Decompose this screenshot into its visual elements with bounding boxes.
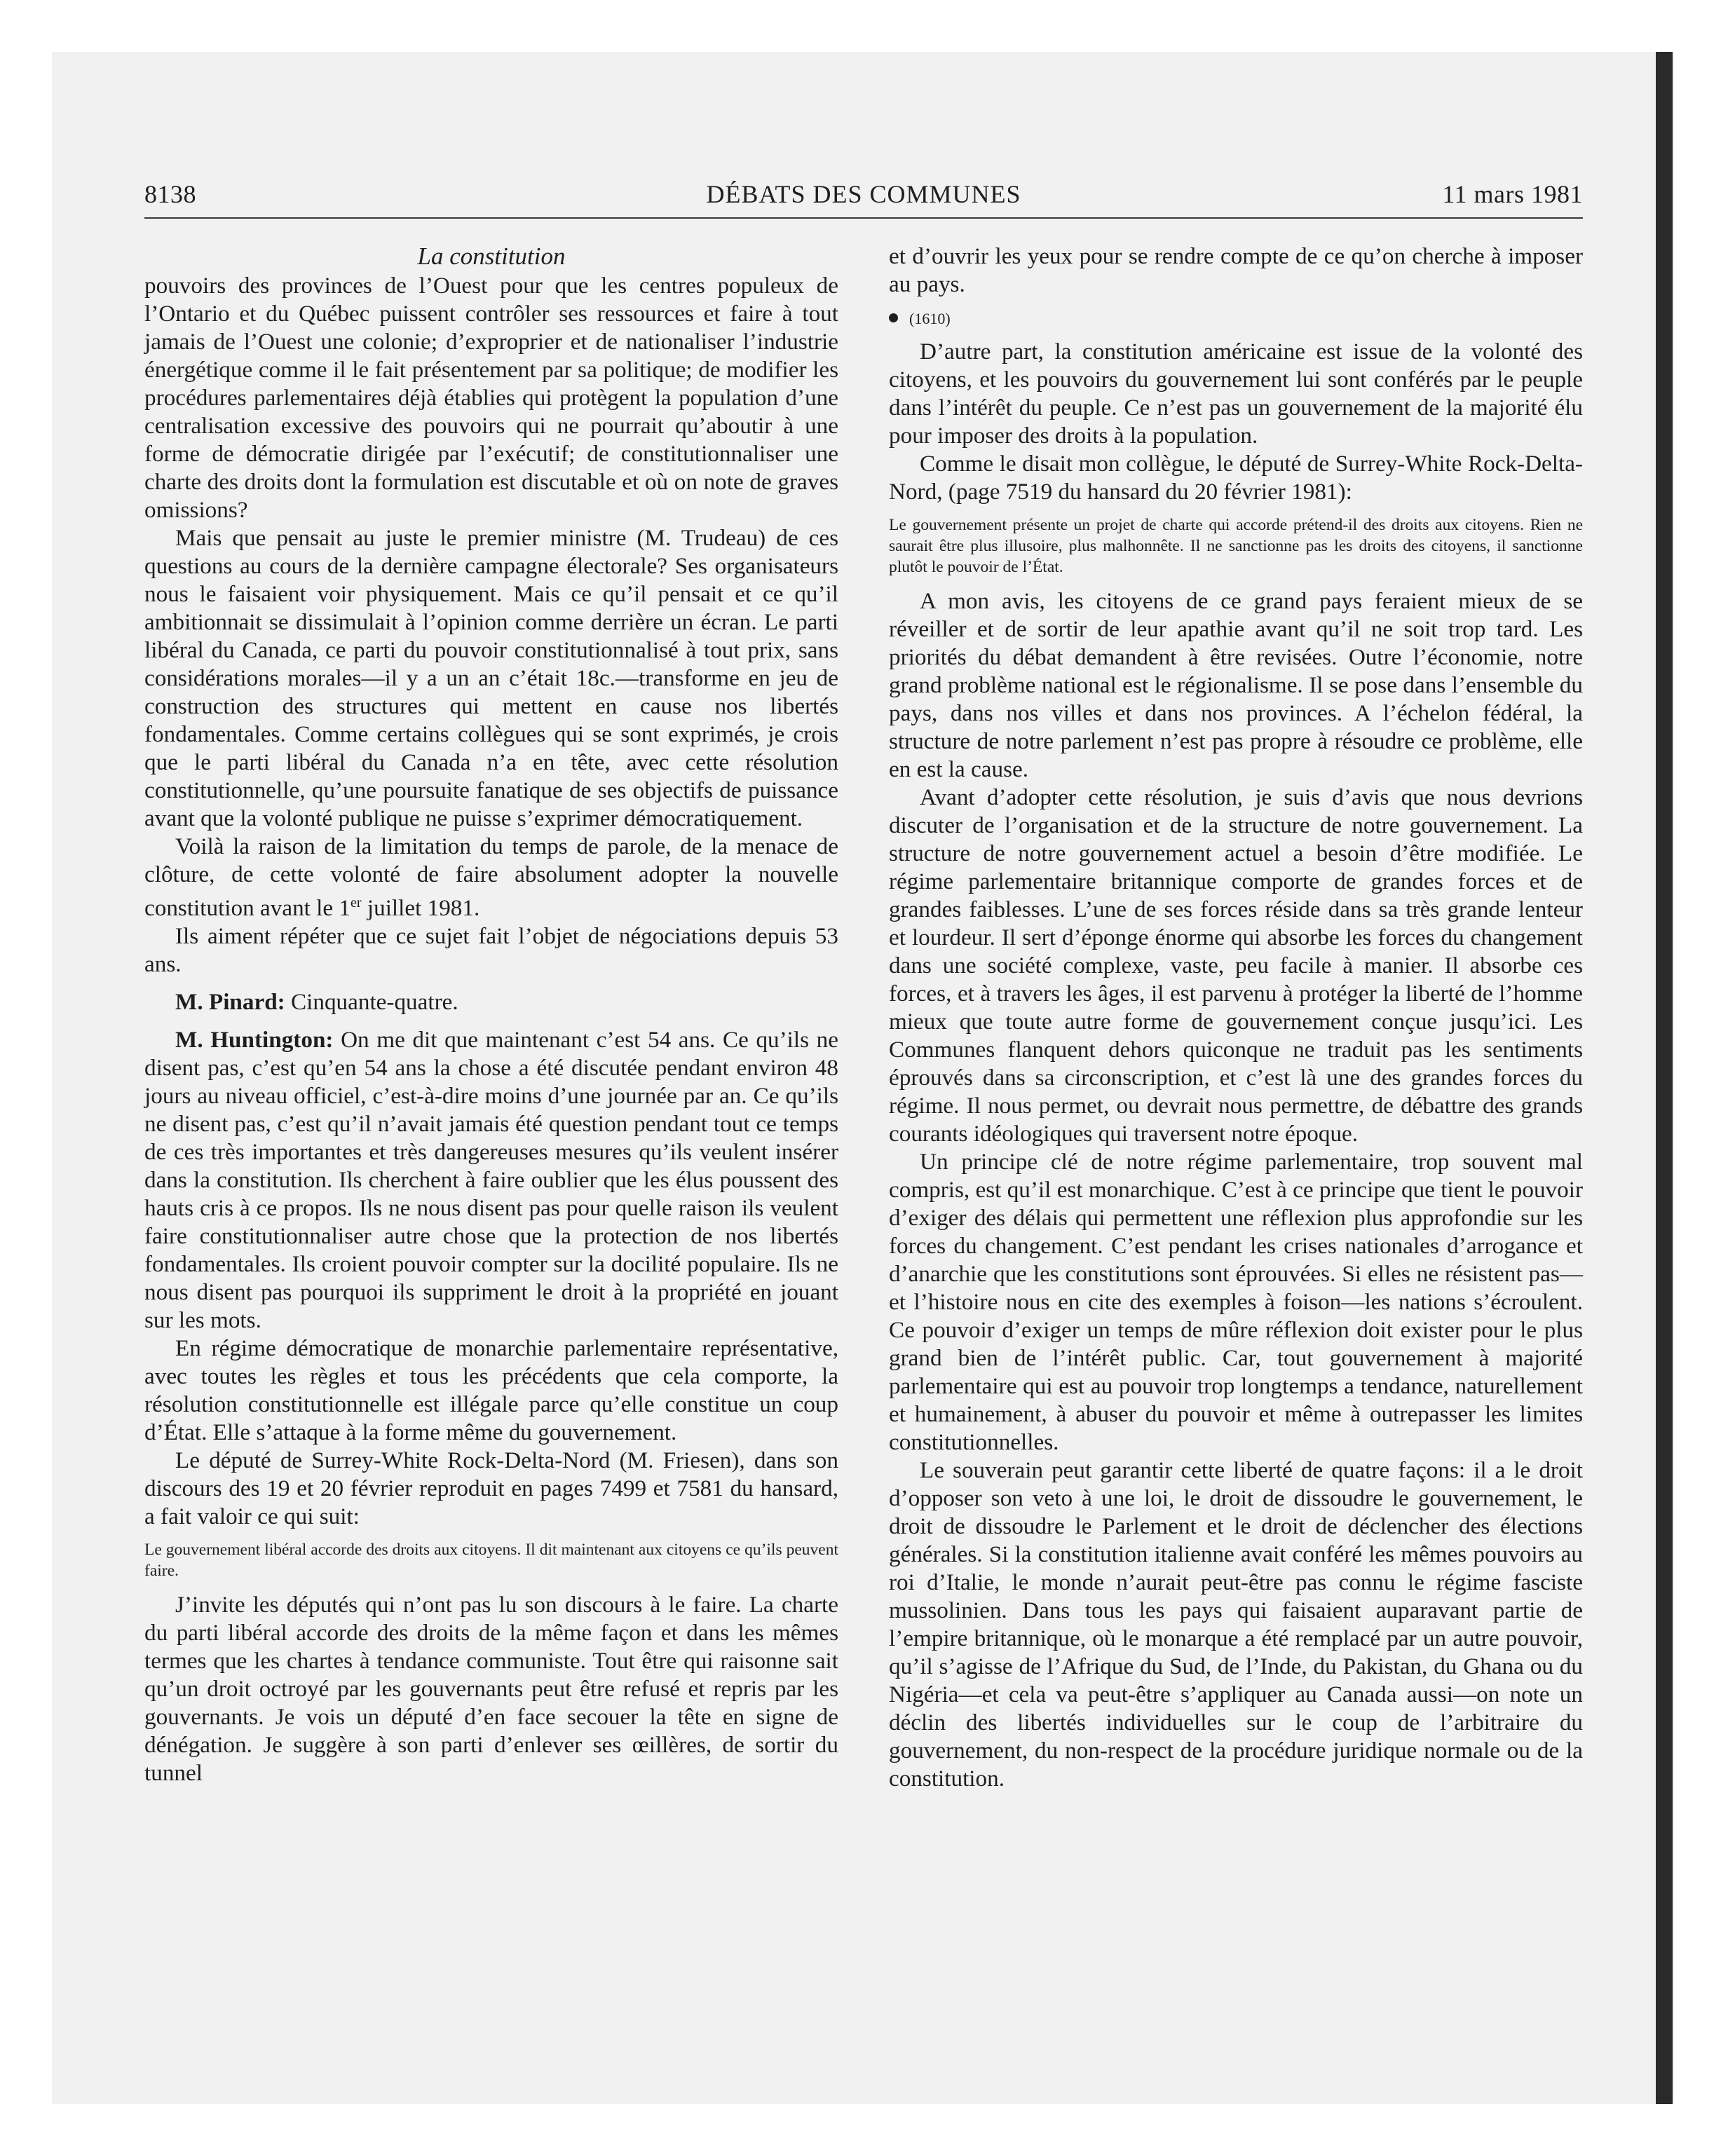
paragraph: Avant d’adopter cette résolution, je suis d’avis que nous devrions discuter de l’organisation et de la structure de notre gouvernement. La structure de notre gouvernement actuel a besoin d’être modifiée. Le régime parlementaire britannique comporte de grandes forces et de grandes faiblesses. L’une de ses forces réside dans sa très grande lenteur et lourdeur. Il sert d’éponge énorme qui absorbe les forces du changement dans une société complexe, vaste, peu facile à manier. Il absorbe ces forces, et à travers les âges, il est parvenu à protéger la liberté de l’homme mieux que toute autre forme de gouvernement conçue jusqu’ici. Les Communes flanquent dehors quiconque ne traduit pas les sentiments éprouvés dans sa circonscription, et c’est là une des grandes forces du régime. Il nous permet, ou devrait nous permettre, de débattre des grands courants idéologiques qui traversent notre époque.: [889, 784, 1583, 1147]
paragraph: Le député de Surrey-White Rock-Delta-Nord (M. Friesen), dans son discours des 19 et 20 février reproduit en pages 7499 et 7581 du hansard, a fait valoir ce qui suit:: [144, 1447, 838, 1530]
paragraph: Mais que pensait au juste le premier ministre (M. Trudeau) de ces questions au cours de la dernière campagne électorale? Ses organisateurs nous le faisaient voir physiquement. Mais ce qu’il pensait et ce qu’il ambitionnait se dissimulait à l’opinion comme derrière un écran. Le parti libéral du Canada, ce parti du pouvoir constitutionnalisé à tout prix, sans considérations morales—il y a un an c’était 18c.—transforme en jeu de construction des structures qui mettent en cause nos libertés fondamentales. Comme certains collègues qui se sont exprimés, je crois que le parti libéral du Canada n’a en tête, avec cette résolution constitutionnelle, qu’une poursuite fanatique de ses objectifs de puissance avant que la volonté publique ne puisse s’exprimer démocratiquement.: [144, 525, 838, 831]
text-columns: [144, 243, 1583, 1793]
header-rule: [144, 217, 1583, 219]
paragraph: Ils aiment répéter que ce sujet fait l’objet de négociations depuis 53 ans.: [144, 923, 838, 978]
bullet-icon: [889, 313, 898, 322]
paragraph: et d’ouvrir les yeux pour se rendre compte de ce qu’on cherche à imposer au pays.: [889, 243, 1583, 297]
section-rubric: La constitution: [417, 243, 566, 270]
running-head: [144, 179, 1583, 214]
paragraph: J’invite les députés qui n’ont pas lu son discours à le faire. La charte du parti libéral accorde des droits de la même façon et dans les mêmes termes que les chartes à tendance communiste. Tout être qui raisonne sait qu’un droit octroyé par les gouvernants peut être refusé et repris par les gouvernants. Je vois un député d’en face secouer la tête en signe de dénégation. Je suggère à son parti d’enlever ses œillères, de sortir du tunnel: [144, 1592, 838, 1787]
publication-title: DÉBATS DES COMMUNES: [706, 180, 1021, 208]
paragraph-text: juillet 1981.: [361, 895, 480, 922]
paragraph: [144, 833, 838, 922]
paragraph: pouvoirs des provinces de l’Ouest pour que les centres populeux de l’Ontario et du Québec puissent contrôler ses ressources et faire à tout jamais de l’Ouest une colonie; d’exproprier et de nationaliser l’industrie énergétique comme il le fait présentement par sa politique; de modifier les procédures parlementaires déjà établies qui protègent la population d’une centralisation excessive des pouvoirs qui ne pourrait qu’aboutir à une forme de démocratie dirigée par l’exécutif; de constitutionnaliser une charte des droits dont la formulation est discutable et où on note de graves omissions?: [144, 273, 838, 523]
left-column: [144, 243, 838, 1793]
speech-huntington: [144, 1026, 838, 1335]
block-quote: Le gouvernement présente un projet de charte qui accorde prétend-il des droits aux citoyens. Rien ne saurait être plus illusoire, plus malhonnête. Il ne sanctionne pas les droits des citoyens, il sanctionne plutôt le pouvoir de l’État.: [889, 516, 1583, 576]
speaker-name: M. Pinard:: [175, 989, 285, 1016]
hansard-page: [144, 179, 1583, 1793]
time-marker-text: (1610): [909, 310, 951, 327]
paragraph: D’autre part, la constitution américaine est issue de la volonté des citoyens, et les pouvoirs du gouvernement lui sont conférés par le peuple dans l’intérêt du peuple. Ce n’est pas un gouvernement de la majorité élu pour imposer des droits à la population.: [889, 339, 1583, 449]
speech-text: On me dit que maintenant c’est 54 ans. Ce qu’ils ne disent pas, c’est qu’en 54 ans la chose a été discutée pendant environ 48 jours au niveau officiel, c’est-à-dire moins d’une journée par an. Ce qu’ils ne disent pas, c’est qu’il n’avait jamais été question pendant tout ce temps de ces très importantes et très dangereuses mesures qu’ils veulent insérer dans la constitution. Ils cherchent à faire oublier que les élus poussent des hauts cris à ce propos. Ils ne nous disent pas pour quelle raison ils veulent faire constitutionnaliser autre chose que la protection de nos libertés fondamentales. Ils croient pouvoir compter sur la docilité populaire. Ils ne nous disent pas pourquoi ils suppriment le droit à la propriété en jouant sur les mots.: [144, 1027, 838, 1334]
speech-text: Cinquante-quatre.: [285, 989, 458, 1016]
paragraph-text: Voilà la raison de la limitation du temps de parole, de la menace de clôture, de cette volonté de faire absolument adopter la nouvelle constitution avant le 1: [144, 833, 838, 922]
paragraph: A mon avis, les citoyens de ce grand pays feraient mieux de se réveiller et de sortir de leur apathie avant qu’il ne soit trop tard. Les priorités du débat demandent à être revisées. Outre l’économie, notre grand problème national est le régionalisme. Il se pose dans l’ensemble du pays, dans nos villes et dans nos provinces. A l’échelon fédéral, la structure de notre parlement n’est pas propre à résoudre ce problème, elle en est la cause.: [889, 588, 1583, 782]
superscript: er: [351, 895, 362, 910]
issue-date: 11 mars 1981: [1442, 180, 1583, 208]
paragraph: Le souverain peut garantir cette liberté de quatre façons: il a le droit d’opposer son veto à une loi, le droit de dissoudre le gouvernement, le droit de dissoudre le Parlement et le droit de déclencher des élections générales. Si la constitution italienne avait conféré les mêmes pouvoirs au roi d’Italie, le monde n’aurait peut-être pas connu le régime fasciste mussolinien. Dans tous les pays qui faisaient auparavant partie de l’empire britannique, où le monarque a été remplacé par un autre pouvoir, qu’il s’agisse de l’Afrique du Sud, de l’Inde, du Pakistan, du Ghana ou du Nigéria—et cela va peut-être s’appliquer au Canada aussi—on note un déclin des libertés individuelles sur le coup de l’arbitraire du gouvernement, du non-respect de la procédure juridique normale ou de la constitution.: [889, 1457, 1583, 1792]
paragraph: Comme le disait mon collègue, le député de Surrey-White Rock-Delta-Nord, (page 7519 du hansard du 20 février 1981):: [889, 451, 1583, 505]
time-marker: [889, 308, 1583, 329]
page-number: 8138: [144, 180, 196, 208]
speech-pinard: [144, 988, 838, 1016]
right-column: [889, 243, 1583, 1793]
block-quote: Le gouvernement libéral accorde des droits aux citoyens. Il dit maintenant aux citoyens ce qu’ils peuvent faire.: [144, 1541, 838, 1581]
scan-edge-strip: [1656, 52, 1673, 2104]
speaker-name: M. Huntington:: [175, 1027, 334, 1053]
paragraph: Un principe clé de notre régime parlementaire, trop souvent mal compris, est qu’il est monarchique. C’est à ce principe que tient le pouvoir d’exiger des délais qui permettent une réflexion plus approfondie sur les forces du changement. C’est pendant les crises nationales d’arrogance et d’anarchie que les constitutions sont éprouvées. Si elles ne résistent pas—et l’histoire nous en cite des exemples à foison—les nations s’écroulent. Ce pouvoir d’exiger un temps de mûre réflexion doit exister pour le plus grand bien de l’intérêt public. Car, tout gouvernement à majorité parlementaire qui est au pouvoir trop longtemps a tendance, naturellement et humainement, à abuser du pouvoir et même à outrepasser les limites constitutionnelles.: [889, 1149, 1583, 1455]
paragraph: En régime démocratique de monarchie parlementaire représentative, avec toutes les règles et tous les précédents que cela comporte, la résolution constitutionnelle est illégale parce qu’elle constitue un coup d’État. Elle s’attaque à la forme même du gouvernement.: [144, 1335, 838, 1446]
